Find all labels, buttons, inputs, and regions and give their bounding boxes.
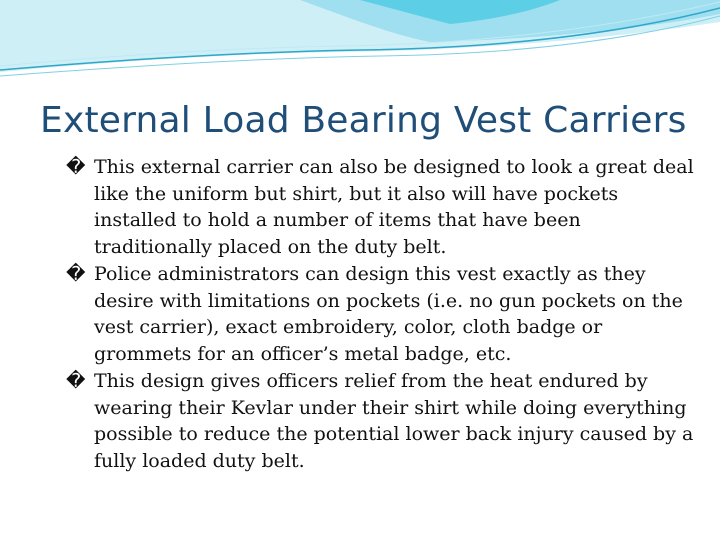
- header-wave-decoration: [0, 0, 720, 82]
- bullet-text: This design gives officers relief from the heat endured by wearing their Kevlar under their shirt while doing everything possible to reduce the potential lower back injury caused by a fully loaded duty belt.: [94, 370, 694, 472]
- bullet-item: [66, 368, 696, 474]
- bullet-glyph-icon: �: [66, 370, 86, 392]
- bullet-glyph-icon: �: [66, 263, 86, 285]
- bullet-list: [66, 154, 696, 475]
- bullet-text: This external carrier can also be designed to look a great deal like the uniform but shirt, but it also will have pockets installed to hold a number of items that have been traditionally placed on the duty belt.: [94, 156, 694, 258]
- bullet-text: Police administrators can design this vest exactly as they desire with limitations on pockets (i.e. no gun pockets on the vest carrier), exact embroidery, color, cloth badge or grommets for an officer’s metal badge, etc.: [94, 263, 683, 365]
- bullet-item: [66, 154, 696, 260]
- bullet-glyph-icon: �: [66, 156, 86, 178]
- slide-title: External Load Bearing Vest Carriers: [40, 100, 687, 141]
- bullet-item: [66, 261, 696, 367]
